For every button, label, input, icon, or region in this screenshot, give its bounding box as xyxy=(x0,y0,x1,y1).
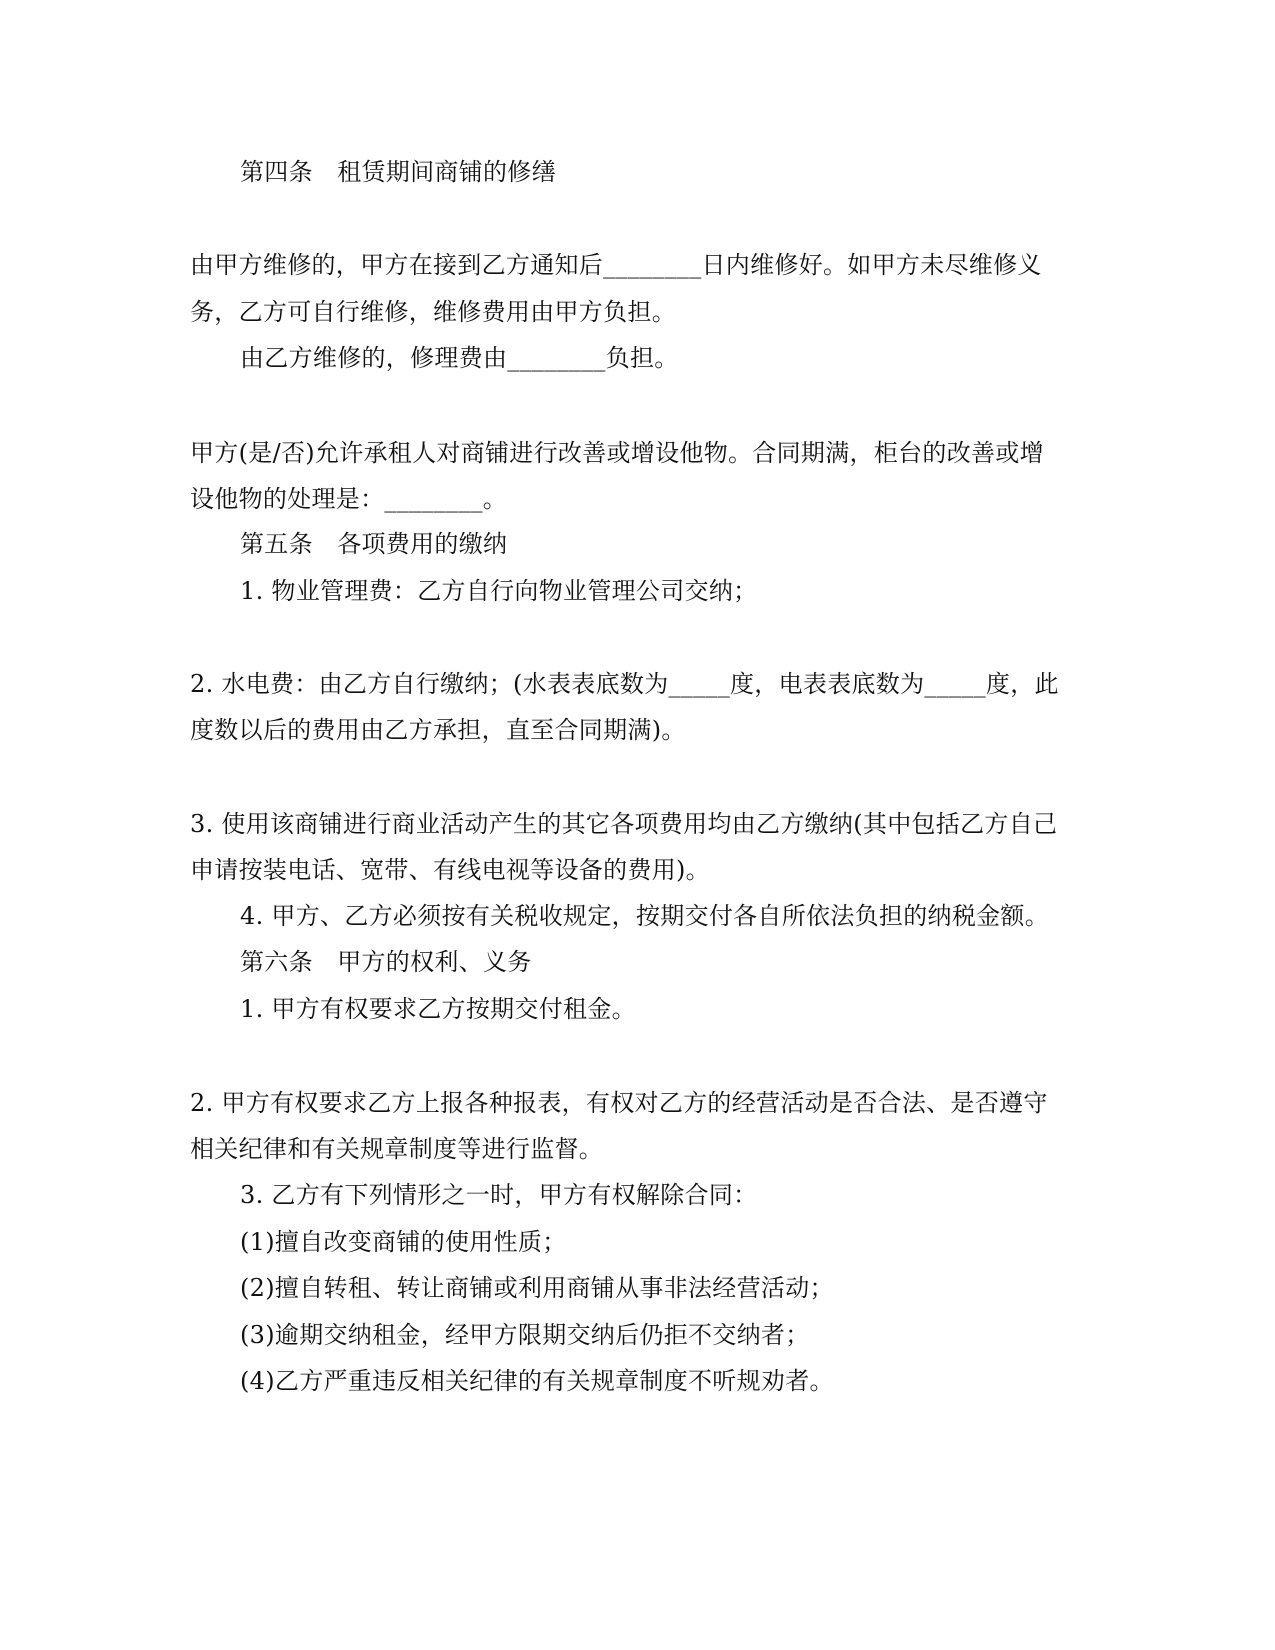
list-item: 3. 乙方有下列情形之一时，甲方有权解除合同： xyxy=(240,1181,758,1209)
paragraph-line: 由乙方维修的，修理费由________负担。 xyxy=(240,344,679,372)
sub-list-item: (1)擅自改变商铺的使用性质； xyxy=(240,1228,567,1256)
paragraph-line: 设他物的处理是：________。 xyxy=(190,485,508,513)
paragraph-line: 相关纪律和有关规章制度等进行监督。 xyxy=(190,1135,604,1163)
list-item: 1. 甲方有权要求乙方按期交付租金。 xyxy=(240,995,636,1023)
sub-list-item: (4)乙方严重违反相关纪律的有关规章制度不听规劝者。 xyxy=(240,1367,834,1395)
list-item: 2. 甲方有权要求乙方上报各种报表，有权对乙方的经营活动是否合法、是否遵守 xyxy=(190,1089,1048,1117)
article-5-heading: 第五条 各项费用的缴纳 xyxy=(240,530,508,558)
article-6-heading: 第六条 甲方的权利、义务 xyxy=(240,948,532,976)
paragraph-line: 申请按装电话、宽带、有线电视等设备的费用)。 xyxy=(190,856,710,884)
list-item: 3. 使用该商铺进行商业活动产生的其它各项费用均由乙方缴纳(其中包括乙方自己 xyxy=(190,810,1058,838)
paragraph-line: 甲方(是/否)允许承租人对商铺进行改善或增设他物。合同期满，柜台的改善或增 xyxy=(190,439,1044,467)
list-item: 2. 水电费：由乙方自行缴纳；(水表表底数为_____度，电表表底数为_____度，此 xyxy=(190,670,1059,698)
article-4-heading: 第四条 租赁期间商铺的修缮 xyxy=(240,158,556,186)
sub-list-item: (2)擅自转租、转让商铺或利用商铺从事非法经营活动； xyxy=(240,1274,834,1302)
list-item: 4. 甲方、乙方必须按有关税收规定，按期交付各自所依法负担的纳税金额。 xyxy=(240,902,1050,930)
list-item: 1. 物业管理费：乙方自行向物业管理公司交纳； xyxy=(240,577,758,605)
paragraph-line: 度数以后的费用由乙方承担，直至合同期满)。 xyxy=(190,716,686,744)
sub-list-item: (3)逾期交纳租金，经甲方限期交纳后仍拒不交纳者； xyxy=(240,1321,810,1349)
paragraph-line: 由甲方维修的，甲方在接到乙方通知后________日内维修好。如甲方未尽维修义 xyxy=(190,251,1042,279)
paragraph-line: 务，乙方可自行维修，维修费用由甲方负担。 xyxy=(190,298,676,326)
